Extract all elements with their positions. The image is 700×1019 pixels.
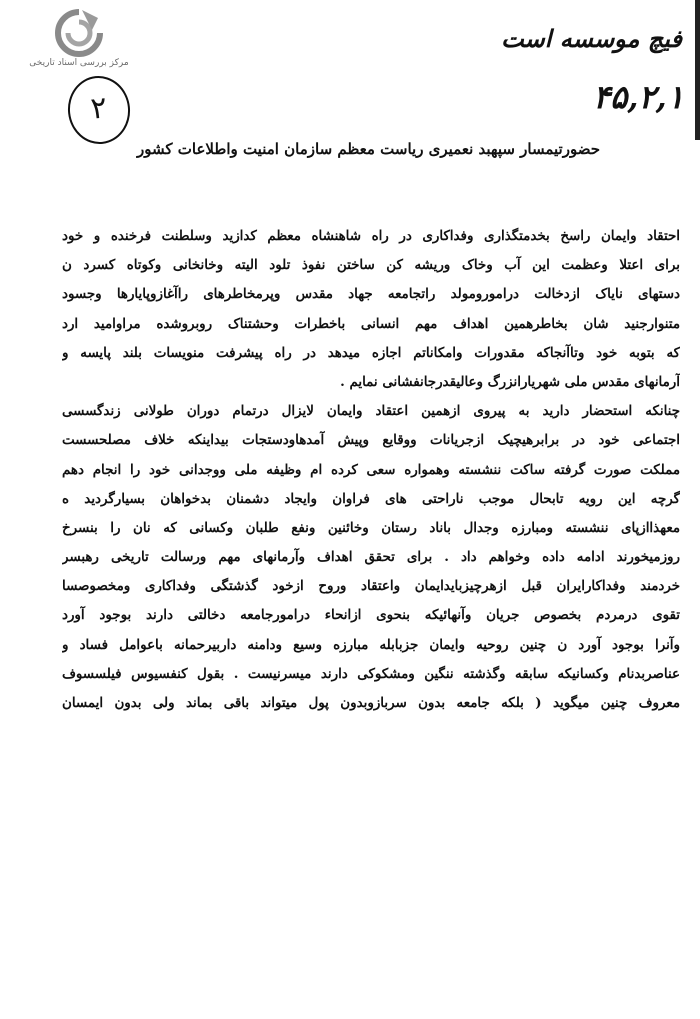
body-line: خردمند وفداکارایران قبل ازهرچیزبایدایمان واعتقاد وروح ازخود گذشتگی وفداکاری ومخصوصسا (62, 578, 680, 595)
body-line: مملکت صورت گرفته ساکت ننشسته وهمواره سعی کرده ام وظیفه ملی ووجدانی خود را انجام دهم (62, 461, 680, 478)
body-line: گرچه این رویه تابحال موجب ناراحتی های فراوان وایجاد دشمنان بدخواهان بسیارگردید ه (62, 490, 680, 507)
archive-center-logo-icon (52, 8, 106, 58)
archive-logo (14, 8, 144, 72)
handwritten-note: فیچ موسسه است (501, 24, 682, 53)
handwritten-reference-number: ۴۵,۲,۱ (592, 78, 684, 116)
letter-heading: حضورتیمسار سپهبد نعمیری ریاست معظم سازمان امنیت واطلاعات کشور (137, 140, 600, 158)
logo-caption: مرکز بررسی اسناد تاریخی (29, 58, 129, 68)
body-line: که بتوبه خود وتاآنجاکه مقدورات وامکاناتم اجازه میدهد در راه پیشرفت منویسات بلند پایسه و (62, 344, 680, 361)
body-line: متنوارجنید شان بخاطرهمین اهداف مهم انسانی باخطرات وحشتناک روبروشده مراوامید ارد (62, 315, 680, 332)
body-line: وآنرا بوجود آورد ن چنین روحیه وایمان جزبابله مبارزه وسیع ودامنه داربیرحمانه باعوامل فساد و (62, 636, 680, 653)
letter-body (62, 222, 680, 718)
body-line: تقوی درمردم بخصوص جریان وآنهائیکه بنحوی ازانحاء درامورجامعه دخالتی دارند بوجود آورد (62, 607, 680, 624)
body-line: روزمیخورند ادامه داده وخواهم داد . برای تحقق اهداف وآرمانهای مهم ورسالت تاریخی رهبسر (62, 549, 680, 566)
circled-page-number: ۲ (65, 73, 134, 147)
body-line: برای اعتلا وعظمت این آب وخاک وریشه کن ساختن نفوذ تلود الیته وخانخانی وکوتاه کسرد ن (62, 257, 680, 274)
body-line: دستهای نایاک ازدخالت درامورومولد راتجامعه جهاد مقدس وپرمخاطرهای راآغازوپایارها وجسود (62, 286, 680, 303)
body-line: چنانکه استحضار دارید به پیروی ازهمین اعتقاد وایمان لایزال درتمام دوران طولانی زندگسسی (62, 403, 680, 420)
body-line: احتقاد وایمان راسخ بخدمتگذاری وفداکاری در راه شاهنشاه معظم کدازید وسلطنت فرخنده و خود (62, 228, 680, 244)
page-edge-mark (695, 0, 700, 140)
body-line: اجتماعی خود در برابرهیچیک ازجریانات ووقایع وپیش آمدهاودستجات بیداینکه خلاف مصلحسست (62, 432, 680, 449)
body-line: عناصربدنام وکسانیکه سابقه وگذشته ننگین ومشکوکی دارند میسرنیست . بقول کنفسیوس فیلسسوف (62, 665, 680, 682)
body-line: معروف چنین میگوید ( بلکه جامعه بدون سربازوبدون پول میتواند باقی بماند ولی بدون ایمسان (62, 695, 680, 711)
body-line: معهذاازپای ننشسته ومبارزه وجدال باناد رستان وخائنین ونفع طلبان وکسانی که نان را بنسرخ (62, 519, 680, 536)
body-line: آرمانهای مقدس ملی شهریارانزرگ وعالیقدرجانفشانی نمایم . (340, 373, 680, 390)
